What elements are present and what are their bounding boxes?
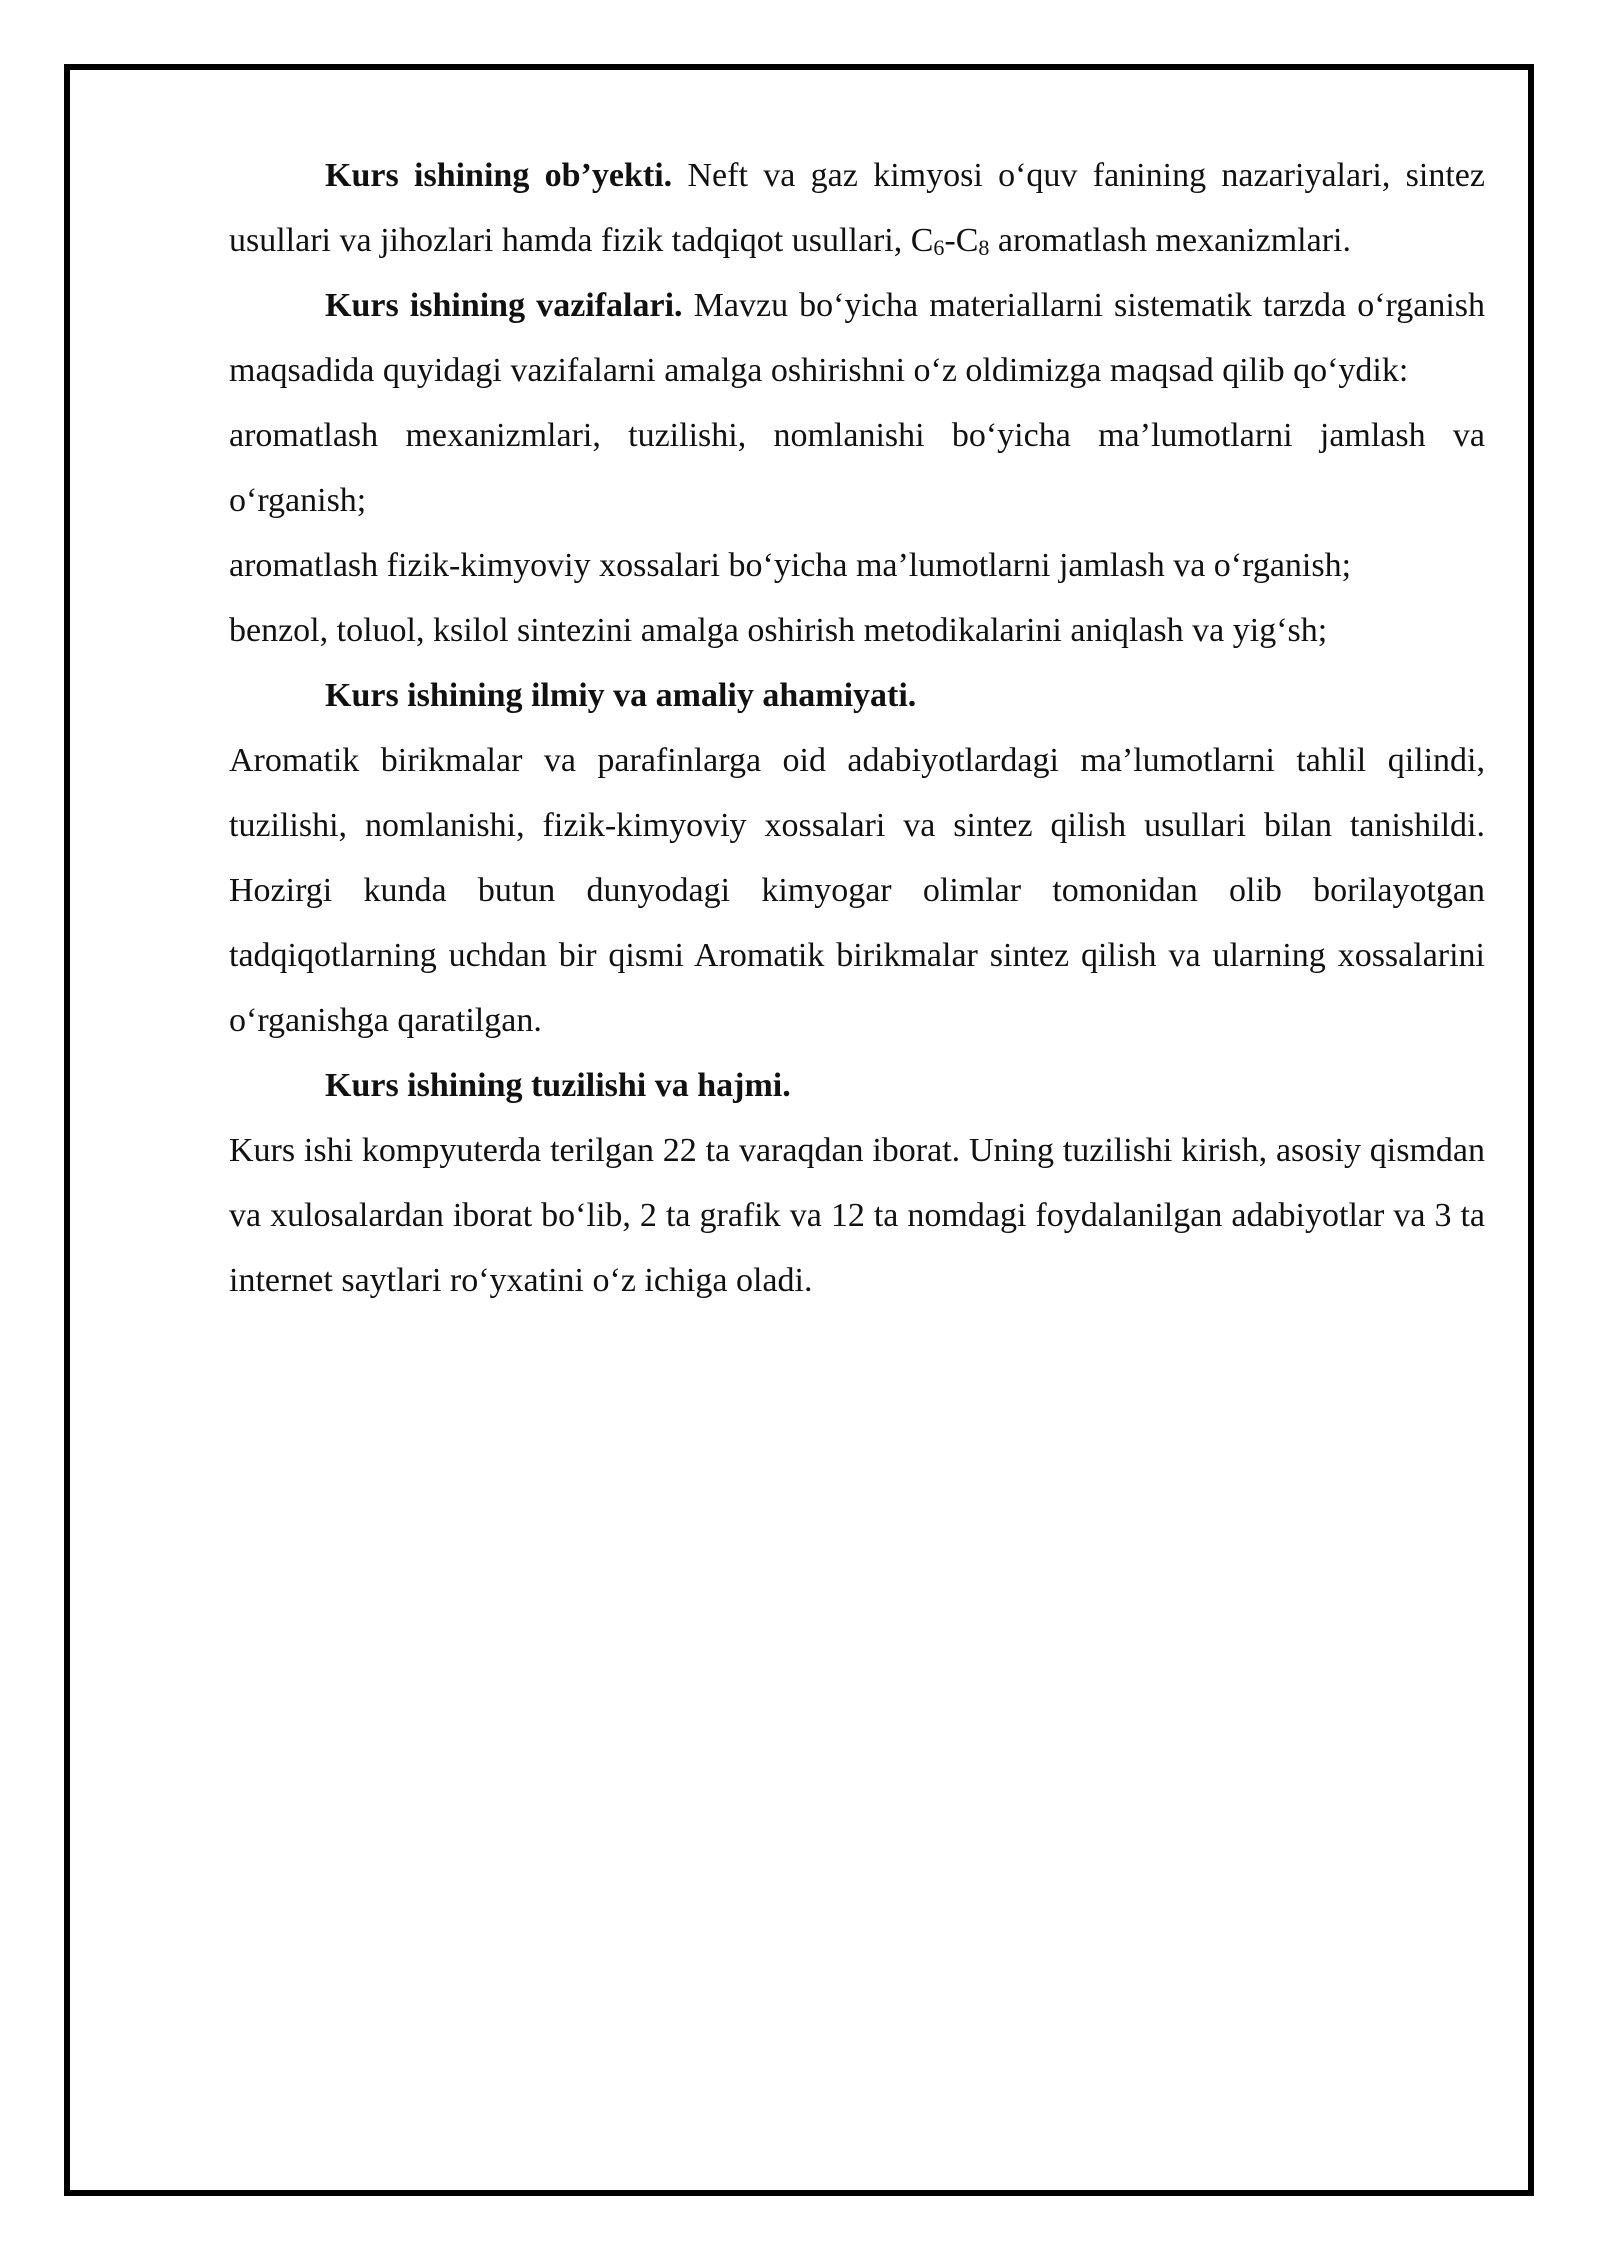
tasks-intro: Mavzu bo‘yicha materiallarni sistematik tarzda o‘rganish maqsadida quyidagi vazifalarni amalga oshirishni o‘z oldimizga maqsad qilib qo‘ydik: — [229, 287, 1485, 389]
task-item: aromatlash fizik-kimyoviy xossalari bo‘yicha ma’lumotlarni jamlash va o‘rganish; — [229, 547, 1352, 584]
object-dash: -C — [944, 222, 979, 259]
tasks-paragraph — [229, 273, 1485, 403]
task-item: benzol, toluol, ksilol sintezini amalga oshirish metodikalarini aniqlash va yig‘sh; — [229, 612, 1328, 649]
structure-heading: Kurs ishining tuzilishi va hajmi. — [325, 1067, 791, 1104]
structure-heading-line — [229, 1053, 1485, 1118]
object-text-after: aromatlash mexanizmlari. — [989, 222, 1351, 259]
significance-text: Aromatik birikmalar va parafinlarga oid adabiyotlardagi ma’lumotlarni tahlil qilindi, tuzilishi, nomlanishi, fizik-kimyoviy xossalari va sintez qilish usullari bilan tanishildi. Hozirgi kunda butun dunyodagi kimyogar olimlar tomonidan olib borilayotgan tadqiqotlarning uchdan bir qismi Aromatik birikmalar sintez qilish va ularning xossalarini o‘rganishga qaratilgan. — [229, 742, 1485, 1039]
tasks-heading: Kurs ishining vazifalari. — [325, 287, 683, 324]
structure-text: Kurs ishi kompyuterda terilgan 22 ta varaqdan iborat. Uning tuzilishi kirish, asosiy qismdan va xulosalardan iborat bo‘lib, 2 ta grafik va 12 ta nomdagi foydalanilgan adabiyotlar va 3 ta internet saytlari ro‘yxatini o‘z ichiga oladi. — [229, 1132, 1485, 1299]
document-body — [229, 143, 1485, 1313]
significance-heading: Kurs ishining ilmiy va amaliy ahamiyati. — [325, 677, 917, 714]
object-subscript-2: 8 — [978, 235, 990, 260]
object-heading: Kurs ishining ob’yekti. — [325, 157, 673, 194]
object-paragraph — [229, 143, 1485, 273]
significance-heading-line — [229, 663, 1485, 728]
task-item: aromatlash mexanizmlari, tuzilishi, nomlanishi bo‘yicha ma’lumotlarni jamlash va o‘rganish; — [229, 417, 1485, 519]
object-subscript-1: 6 — [933, 235, 945, 260]
object-text-before: Neft va gaz kimyosi o‘quv fanining nazariyalari, sintez usullari va jihozlari hamda fizik tadqiqot usullari, C — [229, 157, 1485, 259]
